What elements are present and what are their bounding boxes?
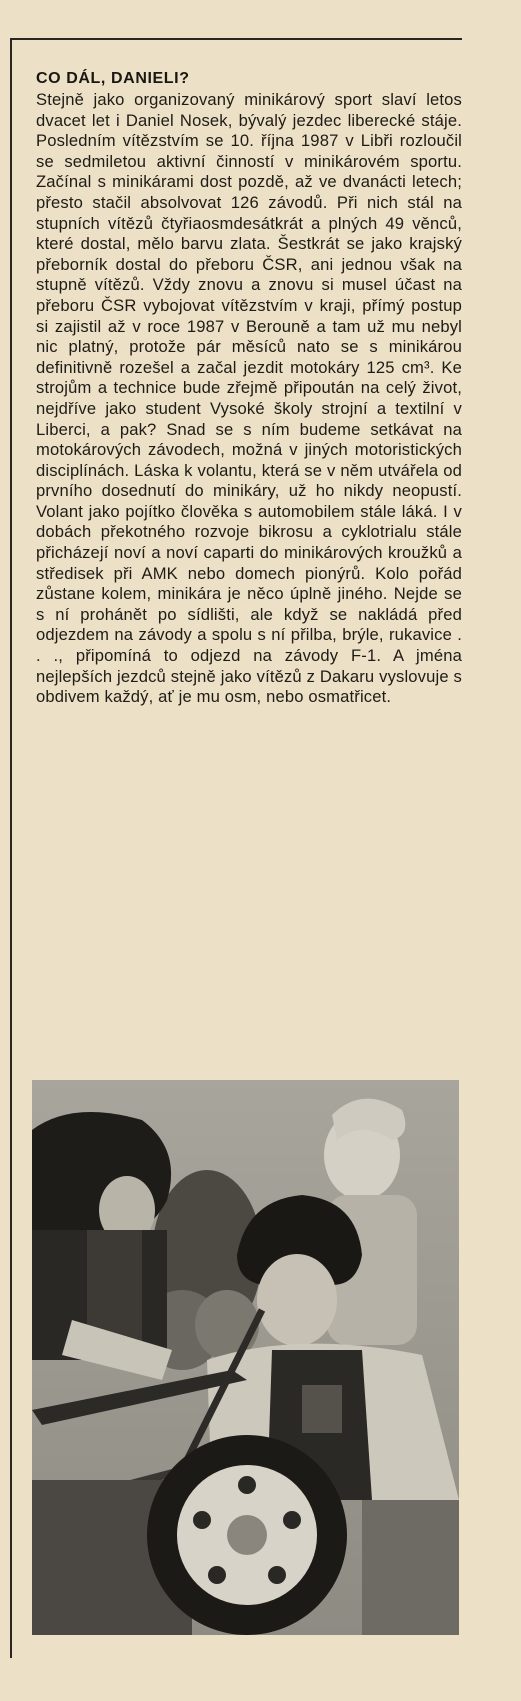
top-rule [10, 38, 462, 40]
article-title: CO DÁL, DANIELI? [36, 70, 190, 87]
left-column-rule [10, 38, 12, 1658]
article-photo [32, 1080, 459, 1635]
article-body: Stejně jako organizovaný minikárový sport slaví letos dvacet let i Daniel Nosek, bývalý jezdec liberecké stáje. Posledním vítězstvím se 10. října 1987 v Libři rozloučil se sedmiletou aktivní činností v minikárovém sportu. Začínal s minikárami dost pozdě, až ve dvanácti letech; přesto stačil absolvovat 126 závodů. Při nich stál na stupních vítězů čtyřiaosmdesátkrát a plných 49 věnců, které dostal, mělo barvu zlata. Šestkrát se jako krajský přeborník dostal do přeboru ČSR, ani jednou však na stupně vítězů. Vždy znovu a znovu si musel účast na přeboru ČSR vybojovat vítězstvím v kraji, přímý postup si zajistil až v roce 1987 v Berouně a tam už mu nebyl nic platný, protože pár měsíců nato se s minikárou definitivně rozešel a začal jezdit motokáry 125 cm³. Ke strojům a technice bude zřejmě připoután na celý život, nejdříve jako student Vysoké školy strojní a textilní v Liberci, a pak? Snad se s ním budeme setkávat na motokárových závodech, možná v jiných motoristických disciplínách. Láska k volantu, která se v něm utvářela od prvního dosednutí do minikáry, už ho nikdy neopustí. Volant jako pojítko člověka s automobilem stále láká. I v dobách překotného rozvoje bikrosu a cyklotrialu stále přicházejí noví a noví caparti do minikárových kroužků a středisek při AMK nebo domech pionýrů. Kolo pořád zůstane kolem, minikára je něco úplně jiného. Nejde se s ní prohánět po sídlišti, ale když se nakládá před odjezdem na závody a spolu s ní přilba, brýle, rukavice . . ., připomíná to odjezd na závody F-1. A jména nejlepších jezdců stejně jako vítězů z Dakaru vyslovuje s obdivem každý, ať je mu osm, nebo osmatřicet. [36, 90, 462, 707]
article [36, 68, 462, 708]
